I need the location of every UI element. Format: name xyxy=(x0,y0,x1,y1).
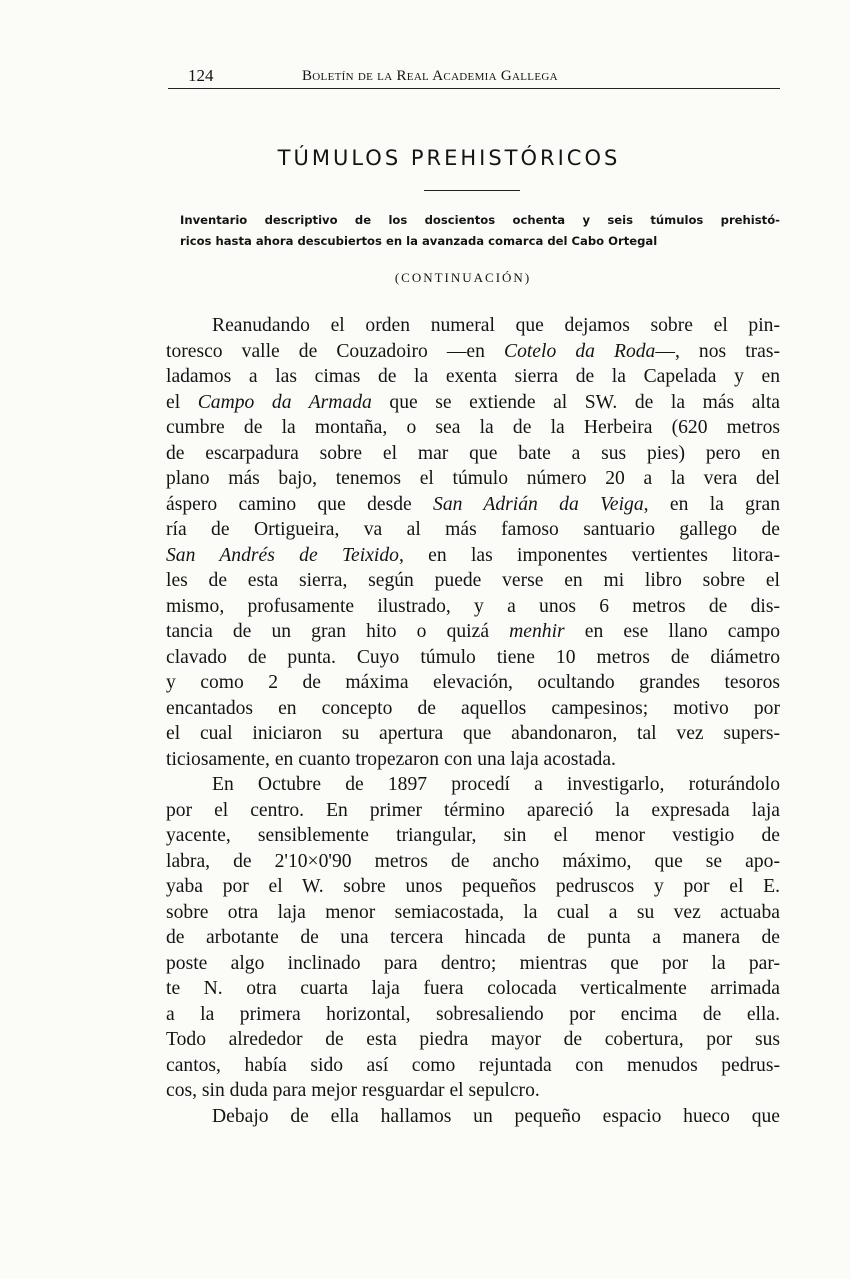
paragraph-line: áspero camino que desde San Adrián da Veiga, en la gran xyxy=(166,493,780,515)
paragraph-line: por el centro. En primer término apareció la expresada laja xyxy=(166,799,780,821)
paragraph-line: cumbre de la montaña, o sea la de la Herbeira (620 metros xyxy=(166,417,780,438)
paragraph-line: ría de Ortigueira, va al más famoso santuario gallego de xyxy=(166,519,780,540)
paragraph-line: yaba por el W. sobre unos pequeños pedruscos y por el E. xyxy=(166,876,780,897)
paragraph-line: el cual iniciaron su apertura que abandonaron, tal vez supers- xyxy=(166,723,780,744)
paragraph-line: toresco valle de Couzadoiro —en Cotelo da Roda—, nos tras- xyxy=(166,340,781,362)
paragraph-line: San Andrés de Teixido, en las imponentes vertientes litora- xyxy=(166,544,780,566)
subtitle-line: ricos hasta ahora descubiertos en la avanzada comarca del Cabo Ortegal xyxy=(180,234,658,248)
title-divider xyxy=(424,190,520,191)
paragraph-line: cos, sin duda para mejor resguardar el sepulcro. xyxy=(166,1080,540,1101)
running-title: Boletín de la Real Academia Gallega xyxy=(302,68,558,84)
paragraph-line: tancia de un gran hito o quizá menhir en ese llano campo xyxy=(166,621,780,642)
continuation-label: (CONTINUACIÓN) xyxy=(394,270,532,285)
paragraph-line: les de esta sierra, según puede verse en mi libro sobre el xyxy=(166,570,780,591)
body-text xyxy=(166,313,780,1129)
paragraph-line: y como 2 de máxima elevación, ocultando grandes tesoros xyxy=(166,672,780,693)
article-title: TÚMULOS PREHISTÓRICOS xyxy=(277,146,621,170)
paragraph-line: En Octubre de 1897 procedí a investigarlo, roturándolo xyxy=(212,774,780,795)
paragraph-line: clavado de punta. Cuyo túmulo tiene 10 metros de diámetro xyxy=(166,646,780,668)
paragraph-line: te N. otra cuarta laja fuera colocada verticalmente arrimada xyxy=(166,978,780,999)
paragraph-line: Todo alrededor de esta piedra mayor de cobertura, por sus xyxy=(166,1029,780,1050)
page-number: 124 xyxy=(188,66,214,85)
paragraph-line: mismo, profusamente ilustrado, y a unos 6 metros de dis- xyxy=(166,595,780,617)
paragraph-line: encantados en concepto de aquellos campesinos; motivo por xyxy=(166,697,780,719)
article-subtitle xyxy=(180,210,780,252)
subtitle-line: Inventario descriptivo de los doscientos ochenta y seis túmulos prehistó- xyxy=(180,213,780,227)
paragraph-line: poste algo inclinado para dentro; mientras que por la par- xyxy=(166,952,780,974)
paragraph-line: de escarpadura sobre el mar que bate a sus pies) pero en xyxy=(166,442,780,464)
paragraph-line: de arbotante de una tercera hincada de punta a manera de xyxy=(166,927,780,948)
paragraph-line: cantos, había sido así como rejuntada con menudos pedrus- xyxy=(166,1054,780,1076)
paragraph-line: yacente, sensiblemente triangular, sin el menor vestigio de xyxy=(166,825,780,846)
paragraph-line: ticiosamente, en cuanto tropezaron con una laja acostada. xyxy=(166,748,616,770)
paragraph-line: a la primera horizontal, sobresaliendo por encima de ella. xyxy=(166,1003,780,1025)
running-header xyxy=(168,58,780,89)
paragraph-line: el Campo da Armada que se extiende al SW. de la más alta xyxy=(166,391,781,413)
paragraph-line: plano más bajo, tenemos el túmulo número 20 a la vera del xyxy=(166,468,780,489)
paragraph-line: sobre otra laja menor semiacostada, la cual a su vez actuaba xyxy=(166,901,780,923)
paragraph-line: Reanudando el orden numeral que dejamos sobre el pin- xyxy=(212,315,780,336)
paragraph-line: ladamos a las cimas de la exenta sierra de la Capelada y en xyxy=(166,366,780,387)
paragraph-line: Debajo de ella hallamos un pequeño espacio hueco que xyxy=(212,1105,780,1127)
paragraph-line: labra, de 2'10×0'90 metros de ancho máximo, que se apo- xyxy=(166,850,780,872)
